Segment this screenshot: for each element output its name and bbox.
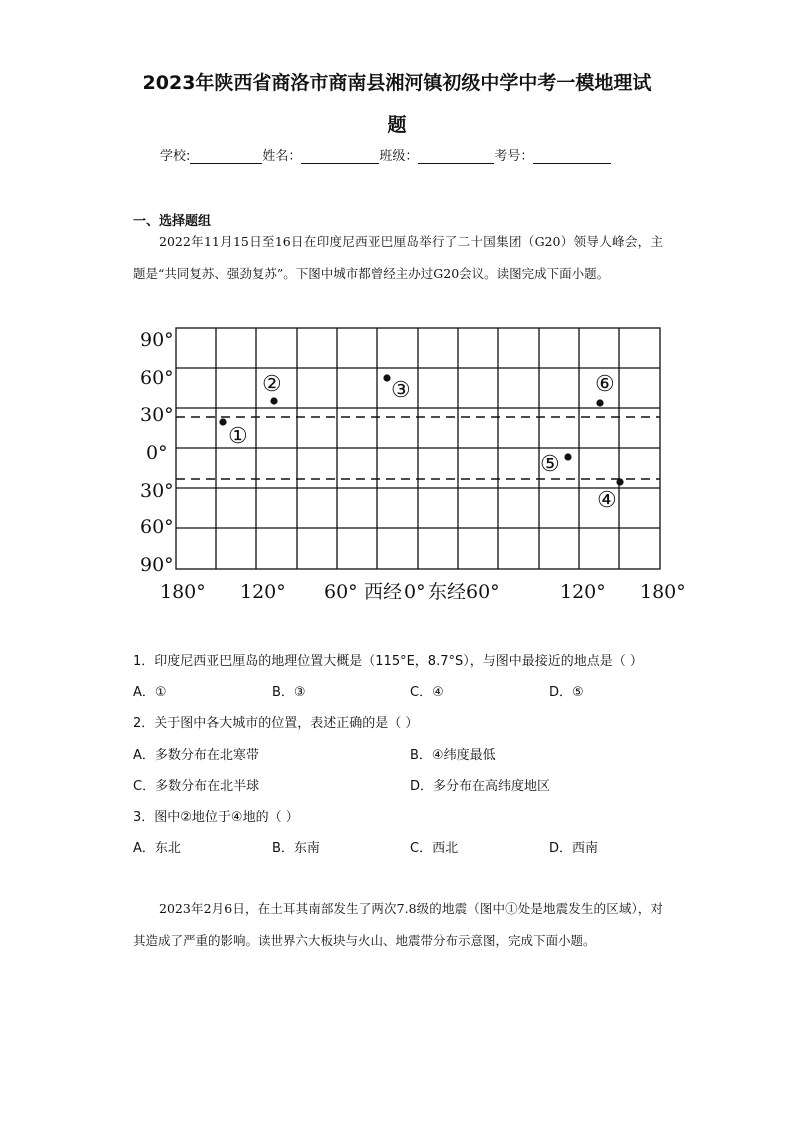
lon-label-east: 东经	[428, 581, 467, 603]
name-blank[interactable]	[301, 151, 379, 164]
intro-paragraph-2	[133, 893, 663, 957]
number-label: 考号：	[494, 149, 534, 164]
lat-label-0: 0°	[146, 442, 168, 464]
q2-option-a[interactable]: A．多数分布在北寒带	[133, 748, 259, 763]
q2-option-c[interactable]: C．多数分布在北半球	[133, 779, 260, 794]
name-label: 姓名：	[262, 149, 302, 164]
number-blank[interactable]	[533, 151, 611, 164]
q1-option-c[interactable]: C．④	[410, 685, 444, 700]
class-label: 班级：	[379, 149, 419, 164]
lat-label-30n: 30°	[140, 404, 174, 426]
lat-label-90s: 90°	[140, 554, 174, 576]
q2-option-d[interactable]: D．多分布在高纬度地区	[410, 779, 551, 794]
q3-option-a[interactable]: A．东北	[133, 841, 181, 856]
question-3-stem: 3．图中②地位于④地的（ ）	[133, 810, 299, 825]
school-blank[interactable]	[190, 151, 262, 164]
q1-option-b[interactable]: B．③	[272, 685, 306, 700]
q3-option-c[interactable]: C．西北	[410, 841, 459, 856]
school-label: 学校:	[160, 149, 191, 164]
point-2-dot	[270, 397, 277, 404]
map-grid	[176, 328, 660, 569]
point-4-dot	[616, 478, 623, 485]
lon-label-60e: 60°	[466, 581, 500, 603]
q3-option-d[interactable]: D．西南	[549, 841, 599, 856]
point-1-dot	[219, 418, 226, 425]
lon-label-120e: 120°	[560, 581, 606, 603]
question-2-stem: 2．关于图中各大城市的位置，表述正确的是（ ）	[133, 716, 419, 731]
point-6-dot	[596, 399, 603, 406]
point-3-label: ③	[391, 378, 411, 403]
world-grid-map	[130, 322, 690, 612]
lat-label-30s: 30°	[140, 480, 174, 502]
point-1-label: ①	[228, 424, 248, 449]
document-title-continued: 题	[387, 114, 407, 136]
intro-paragraph-1	[133, 226, 663, 290]
point-5-label: ⑤	[540, 452, 560, 477]
point-3-dot	[383, 374, 390, 381]
lon-label-60w: 60°	[324, 581, 358, 603]
point-2-label: ②	[262, 372, 282, 397]
intro-text-1: 2022年11月15日至16日在印度尼西亚巴厘岛举行了二十国集团（G20）领导人峰会，主题是“共同复苏、强劲复苏”。下图中城市都曾经主办过G20会议。读图完成下面小题。	[133, 234, 663, 281]
point-6-label: ⑥	[595, 372, 615, 397]
student-info-line	[160, 145, 611, 164]
lat-label-60s: 60°	[140, 516, 174, 538]
q1-option-a[interactable]: A．①	[133, 685, 167, 700]
document-title: 2023年陕西省商洛市商南县湘河镇初级中学中考一模地理试	[142, 72, 652, 94]
lat-label-60n: 60°	[140, 367, 174, 389]
lat-label-90n: 90°	[140, 329, 174, 351]
lon-label-0: 0°	[404, 581, 426, 603]
lon-label-west: 西经	[364, 581, 403, 603]
lon-label-120w: 120°	[240, 581, 286, 603]
class-blank[interactable]	[418, 151, 494, 164]
section-title: 一、选择题组	[133, 214, 212, 229]
lon-label-180e: 180°	[640, 581, 686, 603]
question-1-stem: 1．印度尼西亚巴厘岛的地理位置大概是（115°E，8.7°S），与图中最接近的地点是（ ）	[133, 654, 643, 669]
intro-text-2: 2023年2月6日，在土耳其南部发生了两次7.8级的地震（图中①处是地震发生的区域），对其造成了严重的影响。读世界六大板块与火山、地震带分布示意图，完成下面小题。	[133, 901, 663, 948]
point-4-label: ④	[597, 488, 617, 513]
lon-label-180w: 180°	[160, 581, 206, 603]
point-5-dot	[564, 453, 571, 460]
q3-option-b[interactable]: B．东南	[272, 841, 320, 856]
q2-option-b[interactable]: B．④纬度最低	[410, 748, 496, 763]
q1-option-d[interactable]: D．⑤	[549, 685, 584, 700]
